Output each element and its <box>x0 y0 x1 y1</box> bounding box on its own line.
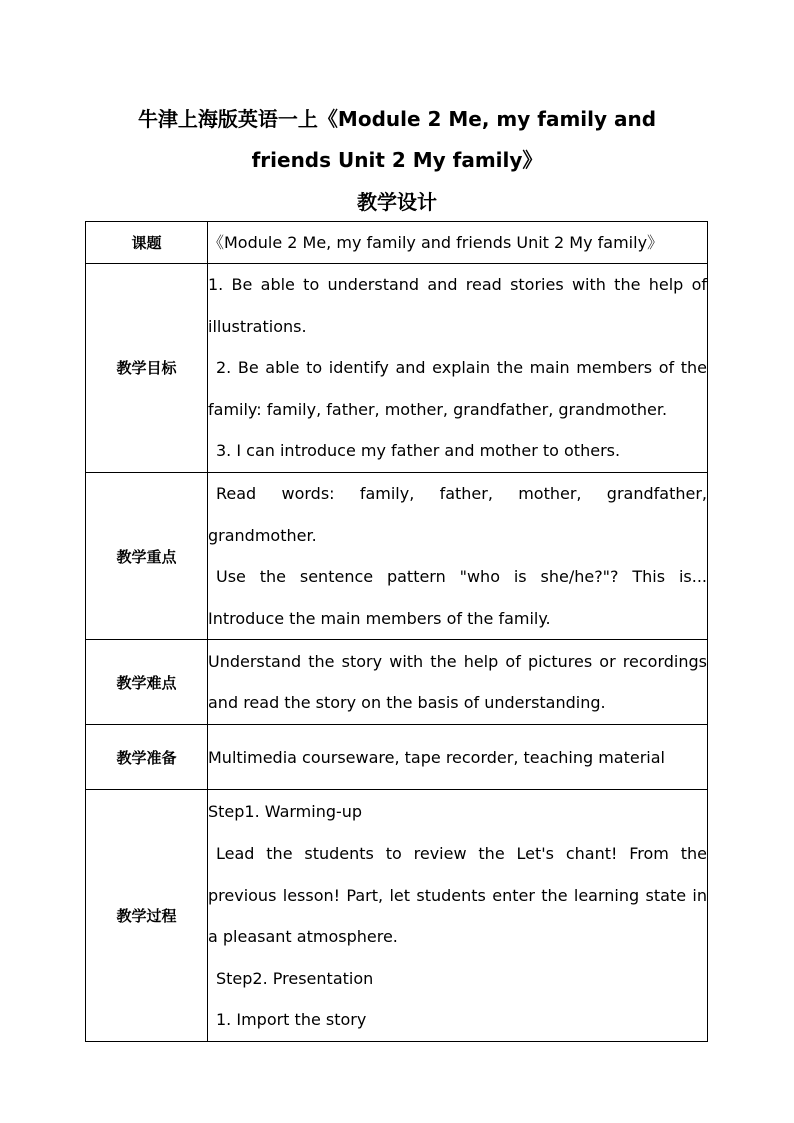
process-item: Step1. Warming-up <box>208 802 363 822</box>
table-row-preparation <box>86 725 708 790</box>
table-row-key-points <box>86 472 708 639</box>
document-title-line-3: 教学设计 <box>357 190 437 214</box>
lesson-plan-table <box>85 221 708 1042</box>
process-label: 教学过程 <box>86 790 208 1042</box>
goals-cell <box>208 264 708 473</box>
table-row-process <box>86 790 708 1042</box>
key-points-label: 教学重点 <box>86 472 208 639</box>
subject-text: 《Module 2 Me, my family and friends Unit 2 My family》 <box>208 222 708 264</box>
difficulties-label: 教学难点 <box>86 640 208 725</box>
document-title-line-1: 牛津上海版英语一上《Module 2 Me, my family and <box>137 107 657 131</box>
key-point-item: Read words: family, father, mother, grandfather, grandmother. <box>208 483 707 545</box>
preparation-label: 教学准备 <box>86 725 208 790</box>
table-row-goals <box>86 264 708 473</box>
process-item: Lead the students to review the Let's chant! From the previous lesson! Part, let students enter the learning state in a pleasant atmosphere. <box>208 843 707 947</box>
document-title-line-2: friends Unit 2 My family》 <box>251 148 543 172</box>
key-points-cell <box>208 472 708 639</box>
process-item: 1. Import the story <box>216 1010 367 1030</box>
preparation-text: Multimedia courseware, tape recorder, teaching material <box>208 725 708 790</box>
key-point-item: Use the sentence pattern "who is she/he?"? This is... Introduce the main members of the family. <box>208 567 707 628</box>
goals-label: 教学目标 <box>86 264 208 473</box>
table-row-difficulties <box>86 640 708 725</box>
subject-label: 课题 <box>86 222 208 264</box>
goal-item: 2. Be able to identify and explain the main members of the family: family, father, mother, grandfather, grandmother. <box>208 358 707 419</box>
table-row-subject <box>86 222 708 264</box>
process-cell <box>208 790 708 1042</box>
goal-item: 1. Be able to understand and read stories with the help of illustrations. <box>208 275 707 336</box>
difficulties-text: Understand the story with the help of pictures or recordings and read the story on the basis of understanding. <box>208 640 708 725</box>
process-item: Step2. Presentation <box>216 968 374 988</box>
goal-item: 3. I can introduce my father and mother to others. <box>216 441 621 461</box>
